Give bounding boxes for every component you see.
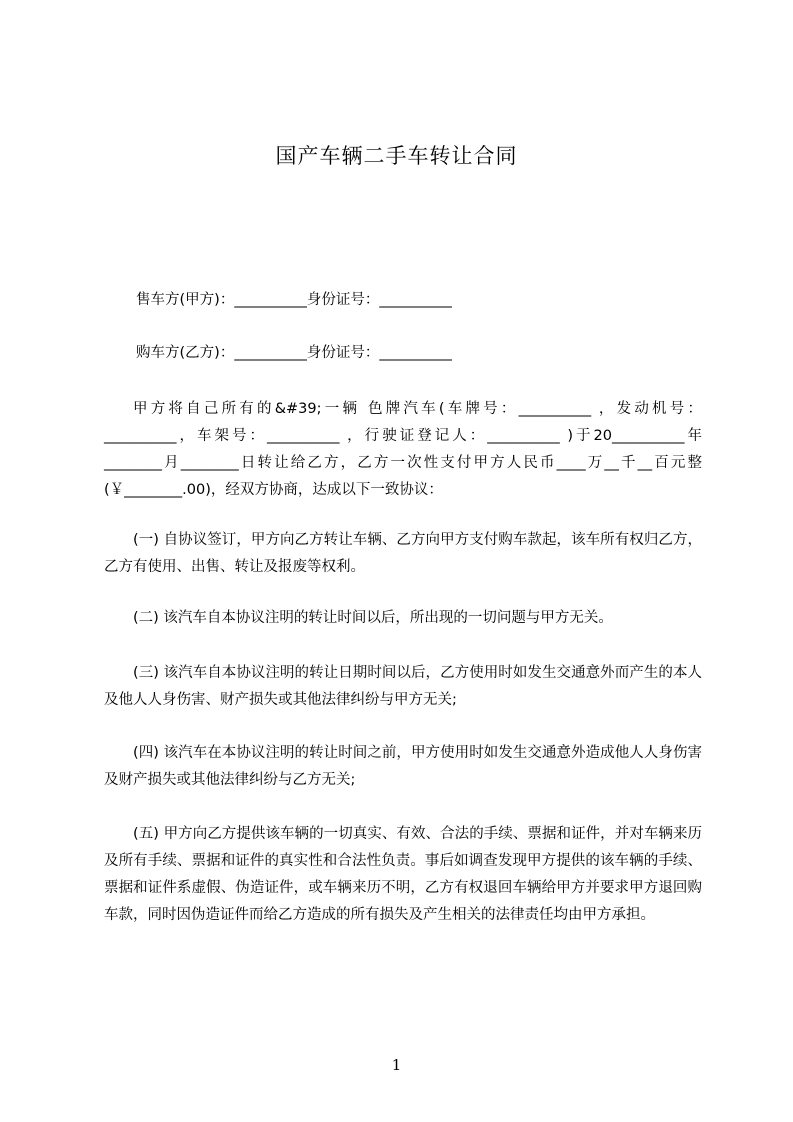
clause-3: (三) 该汽车自本协议注明的转让日期时间以后，乙方使用时如发生交通意外而产生的本人及他人人身伤害、财产损失或其他法律纠纷与甲方无关; (104, 665, 702, 708)
seller-line: 售车方(甲方)：__________身份证号：__________ (136, 292, 452, 308)
intro-paragraph: 甲方将自己所有的&#39;一辆 色牌汽车(车牌号：__________ ，发动机号： __________，车架号：__________ ，行驶证登记人：__________ )于20__________年________月________日转让给乙方，乙方一次性支付甲方人民币____万__千__百元整(￥________.00)，经双方协商，达成以下一致协议： (104, 401, 702, 498)
clause-2: (二) 该汽车自本协议注明的转让时间以后，所出现的一切问题与甲方无关。 (133, 610, 613, 626)
page-number: 1 (391, 1056, 402, 1074)
contract-title: 国产车辆二手车转让合同 (275, 144, 518, 168)
clause-1: (一) 自协议签订，甲方向乙方转让车辆、乙方向甲方支付购车款起，该车所有权归乙方，乙方有使用、出售、转让及报废等权利。 (104, 532, 702, 575)
clause-5: (五) 甲方向乙方提供该车辆的一切真实、有效、合法的手续、票据和证件，并对车辆来历及所有手续、票据和证件的真实性和合法性负责。事后如调查发现甲方提供的该车辆的手续、票据和证件系虚假、伪造证件，或车辆来历不明，乙方有权退回车辆给甲方并要求甲方退回购车款，同时因伪造证件而给乙方造成的所有损失及产生相关的法律责任均由甲方承担。 (104, 826, 702, 923)
buyer-line: 购车方(乙方)：__________身份证号：__________ (136, 345, 452, 361)
clause-4: (四) 该汽车在本协议注明的转让时间之前，甲方使用时如发生交通意外造成他人人身伤害及财产损失或其他法律纠纷与乙方无关; (104, 745, 702, 788)
